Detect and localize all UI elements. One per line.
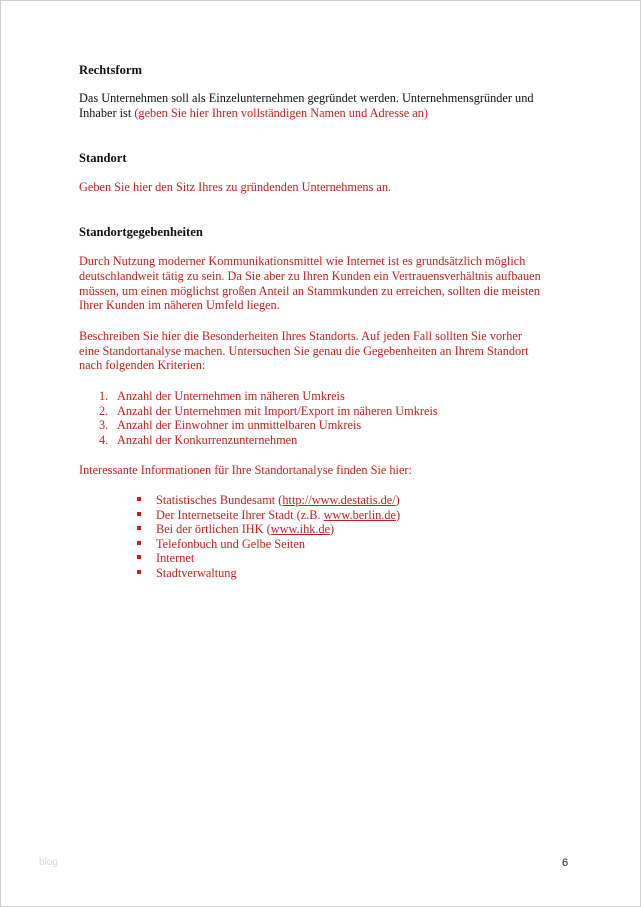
para1-line-1: Durch Nutzung moderner Kommunikationsmittel wie Internet ist es grundsätzlich möglich	[79, 254, 526, 268]
square-bullet-icon	[137, 570, 141, 574]
list-item-number: 1.	[99, 389, 109, 403]
para2-line-2: eine Standortanalyse machen. Untersuchen Sie genau die Gegebenheiten an Ihrem Standort	[79, 344, 529, 358]
ihk-link[interactable]: www.ihk.de	[270, 522, 331, 537]
heading-rechtsform: Rechtsform	[79, 63, 142, 77]
rechtsform-owner-placeholder: (geben Sie hier Ihren vollständigen Namen und Adresse an)	[134, 106, 429, 120]
square-bullet-icon	[137, 497, 141, 501]
para1-line-4: Ihrer Kunden im näheren Umfeld liegen.	[79, 298, 280, 312]
standort-line-1: Geben Sie hier den Sitz Ihres zu gründenden Unternehmens an.	[79, 180, 392, 194]
para1-line-3: müssen, um einen möglichst großen Anteil an Stammkunden zu erreichen, sollten die meisten	[79, 284, 541, 298]
rechtsform-owner-label: Inhaber ist	[79, 106, 135, 120]
para2-line-1: Beschreiben Sie hier die Besonderheiten Ihres Standorts. Auf jeden Fall sollten Sie vorher	[79, 329, 522, 343]
list-item-text: Anzahl der Einwohner im unmittelbaren Umkreis	[117, 418, 362, 433]
heading-standortgegebenheiten: Standortgegebenheiten	[79, 225, 203, 239]
heading-standort: Standort	[79, 151, 127, 165]
square-bullet-icon	[137, 512, 141, 516]
watermark: blog	[39, 857, 58, 868]
page-number: 6	[562, 857, 569, 869]
list-item-text: Anzahl der Unternehmen im näheren Umkreis	[117, 389, 345, 403]
square-bullet-icon	[137, 541, 141, 545]
list-item-text: Telefonbuch und Gelbe Seiten	[156, 536, 306, 551]
list-item-text: Bei der örtlichen IHK (www.ihk.de)	[156, 522, 335, 537]
list-item-text: Internet	[156, 551, 195, 566]
para2-line-3: nach folgenden Kriterien:	[79, 358, 206, 372]
rechtsform-line-2	[79, 106, 428, 121]
list-item-text: Statistisches Bundesamt (http://www.destatis.de/)	[156, 493, 400, 507]
para1-line-2: deutschlandweit tätig zu sein. Da Sie aber zu Ihren Kunden ein Vertrauensverhältnis aufbauen	[79, 269, 541, 283]
square-bullet-icon	[137, 526, 141, 530]
berlin-link[interactable]: www.berlin.de	[323, 507, 396, 522]
list-item-text: Stadtverwaltung	[156, 565, 237, 580]
list-item-number: 2.	[99, 403, 109, 418]
square-bullet-icon	[137, 555, 141, 559]
info-intro: Interessante Informationen für Ihre Standortanalyse finden Sie hier:	[79, 463, 412, 477]
destatis-link[interactable]: http://www.destatis.de/	[282, 493, 396, 507]
list-item-text: Anzahl der Konkurrenzunternehmen	[117, 432, 298, 447]
rechtsform-line-1: Das Unternehmen soll als Einzelunternehmen gegründet werden. Unternehmensgründer und	[79, 91, 534, 105]
list-item-text: Anzahl der Unternehmen mit Import/Export im näheren Umkreis	[117, 403, 438, 418]
list-item-text: Der Internetseite Ihrer Stadt (z.B. www.berlin.de)	[156, 507, 401, 522]
list-item-number: 4.	[99, 432, 109, 447]
list-item-number: 3.	[99, 418, 109, 433]
